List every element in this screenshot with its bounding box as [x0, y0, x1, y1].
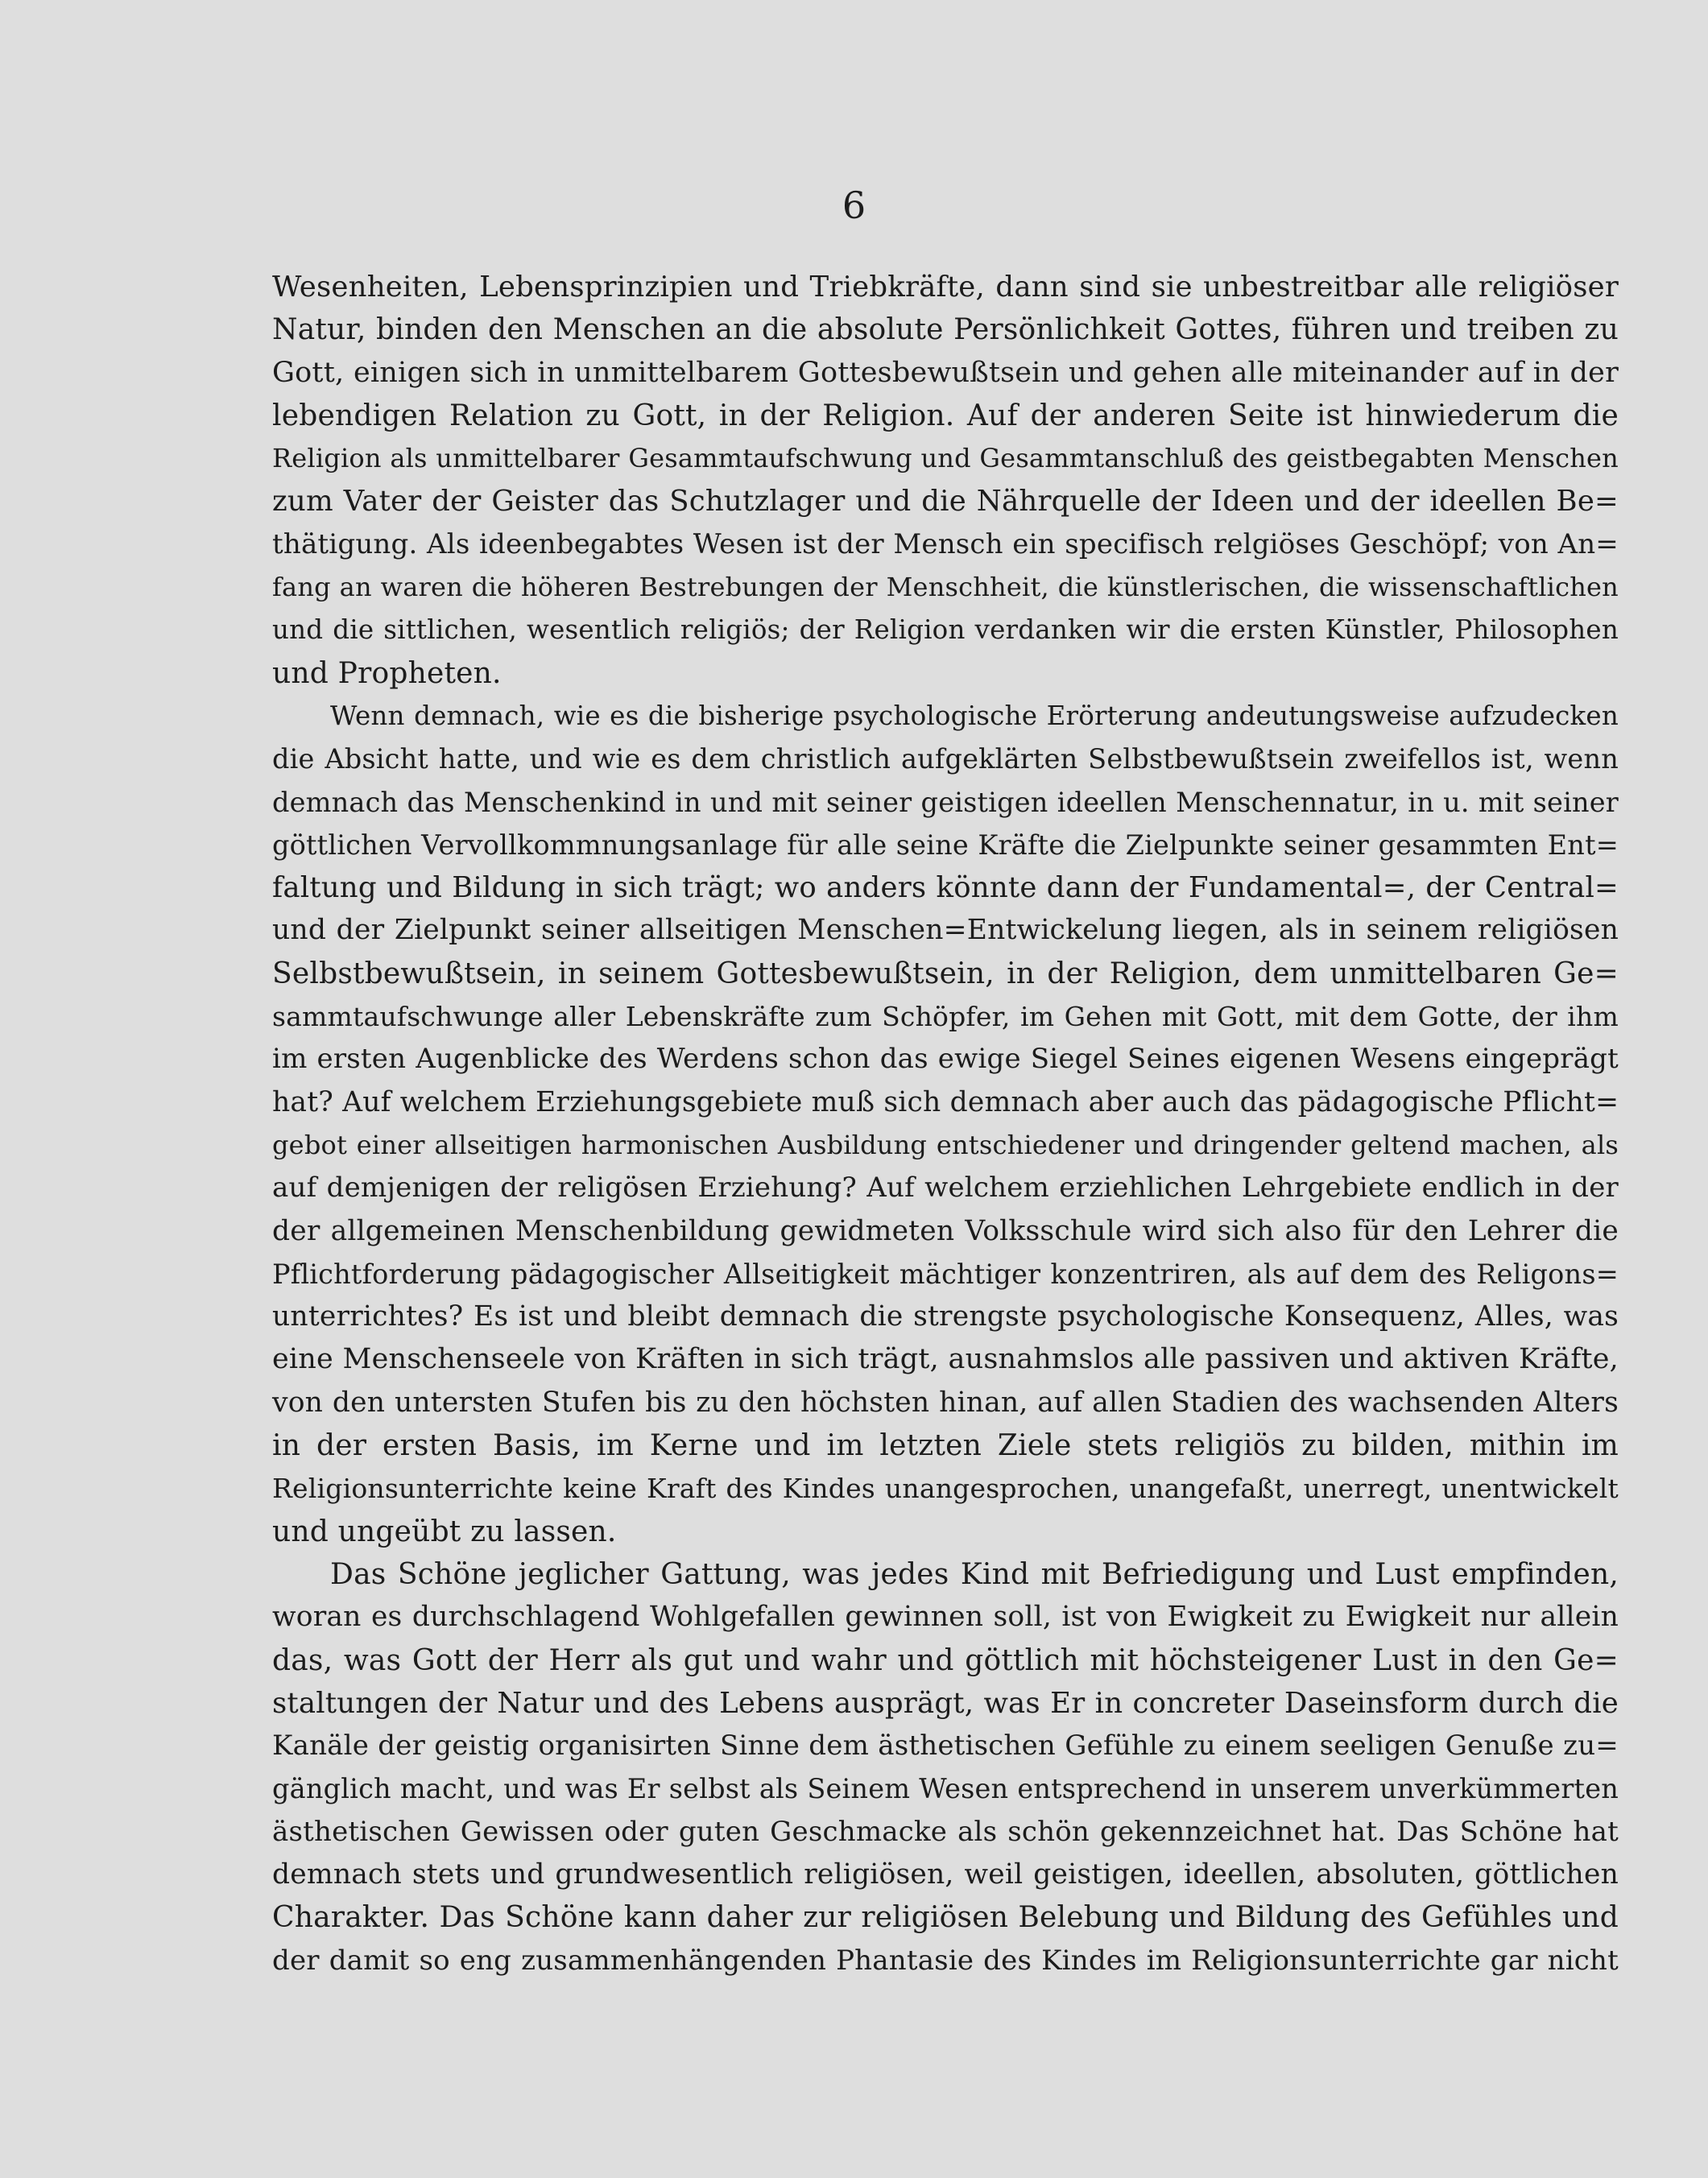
paragraph-3	[272, 1553, 1619, 1982]
paragraph-2	[272, 695, 1619, 1553]
text-line: fang an waren die höheren Bestrebungen der Menschheit, die künstlerischen, die wissenschaftlichen	[272, 572, 1619, 603]
text-line: auf demjenigen der religösen Erziehung? Auf welchem erziehlichen Lehrgebiete endlich in der	[272, 1172, 1619, 1205]
text-line: woran es durchschlagend Wohlgefallen gewinnen soll, ist von Ewigkeit zu Ewigkeit nur allein	[272, 1601, 1619, 1634]
text-line: demnach das Menschenkind in und mit seiner geistigen ideellen Menschennatur, in u. mit seiner	[272, 786, 1619, 818]
text-line: der damit so eng zusammenhängenden Phantasie des Kindes im Religionsunterrichte gar nicht	[272, 1944, 1619, 1977]
text-line: die Absicht hatte, und wie es dem christlich aufgeklärten Selbstbewußtsein zweifellos ist, wenn	[272, 743, 1619, 775]
text-line: und ungeübt zu lassen.	[272, 1515, 617, 1548]
text-line: Kanäle der geistig organisirten Sinne dem ästhetischen Gefühle zu einem seeligen Genuße zu=	[272, 1730, 1619, 1763]
text-line: und der Zielpunkt seiner allseitigen Menschen=Entwickelung liegen, als in seinem religiösen	[272, 914, 1619, 947]
text-line: Natur, binden den Menschen an die absolute Persönlichkeit Gottes, führen und treiben zu	[272, 313, 1619, 347]
text-line: sammtaufschwunge aller Lebenskräfte zum Schöpfer, im Gehen mit Gott, mit dem Gotte, der ihm	[272, 1001, 1619, 1033]
text-line: Religion als unmittelbarer Gesammtaufschwung und Gesammtanschluß des geistbegabten Menschen	[272, 443, 1619, 474]
text-line: ästhetischen Gewissen oder guten Geschmacke als schön gekennzeichnet hat. Das Schöne hat	[272, 1815, 1619, 1848]
text-line: das, was Gott der Herr als gut und wahr und göttlich mit höchsteigener Lust in den Ge=	[272, 1643, 1619, 1677]
text-line: staltungen der Natur und des Lebens ausprägt, was Er in concreter Daseinsform durch die	[272, 1686, 1619, 1720]
body-text	[272, 266, 1619, 1982]
page-number: 6	[842, 184, 866, 227]
text-line: thätigung. Als ideenbegabtes Wesen ist der Mensch ein specifisch relgiöses Geschöpf; von An=	[272, 527, 1619, 560]
text-line: Wenn demnach, wie es die bisherige psychologische Erörterung andeutungsweise aufzudecken	[330, 700, 1619, 731]
text-line: und die sittlichen, wesentlich religiös; der Religion verdanken wir die ersten Künstler, Philosophen	[272, 614, 1619, 646]
text-line: hat? Auf welchem Erziehungsgebiete muß sich demnach aber auch das pädagogische Pflicht=	[272, 1085, 1619, 1118]
text-line: faltung und Bildung in sich trägt; wo anders könnte dann der Fundamental=, der Central=	[272, 871, 1619, 905]
text-line: in der ersten Basis, im Kerne und im letzten Ziele stets religiös zu bilden, mithin im	[272, 1429, 1619, 1463]
text-line: göttlichen Vervollkommnungsanlage für alle seine Kräfte die Zielpunkte seiner gesammten Ent=	[272, 829, 1619, 861]
text-line: unterrichtes? Es ist und bleibt demnach die strengste psychologische Konsequenz, Alles, was	[272, 1300, 1619, 1333]
text-line: Wesenheiten, Lebensprinzipien und Triebkräfte, dann sind sie unbestreitbar alle religiöser	[272, 271, 1619, 304]
text-line: von den untersten Stufen bis zu den höchsten hinan, auf allen Stadien des wachsenden Alters	[272, 1386, 1619, 1419]
text-line: Das Schöne jeglicher Gattung, was jedes Kind mit Befriedigung und Lust empfinden,	[330, 1557, 1619, 1591]
text-line: zum Vater der Geister das Schutzlager und die Nährquelle der Ideen und der ideellen Be=	[272, 485, 1619, 519]
text-line: im ersten Augenblicke des Werdens schon das ewige Siegel Seines eigenen Wesens eingeprägt	[272, 1043, 1619, 1076]
text-line: lebendigen Relation zu Gott, in der Religion. Auf der anderen Seite ist hinwiederum die	[272, 399, 1619, 432]
text-line: Pflichtforderung pädagogischer Allseitigkeit mächtiger konzentriren, als auf dem des Religons=	[272, 1258, 1619, 1290]
text-line: gebot einer allseitigen harmonischen Ausbildung entschiedener und dringender geltend machen, als	[272, 1129, 1619, 1160]
text-line: Gott, einigen sich in unmittelbarem Gottesbewußtsein und gehen alle miteinander auf in der	[272, 356, 1619, 389]
paragraph-1	[272, 266, 1619, 695]
text-line: der allgemeinen Menschenbildung gewidmeten Volksschule wird sich also für den Lehrer die	[272, 1214, 1619, 1247]
text-line: demnach stets und grundwesentlich religiösen, weil geistigen, ideellen, absoluten, göttlichen	[272, 1858, 1619, 1891]
text-line: und Propheten.	[272, 656, 502, 690]
text-line: Charakter. Das Schöne kann daher zur religiösen Belebung und Bildung des Gefühles und	[272, 1901, 1619, 1935]
text-line: Religionsunterrichte keine Kraft des Kindes unangesprochen, unangefaßt, unerregt, unentwickelt	[272, 1473, 1619, 1505]
text-line: eine Menschenseele von Kräften in sich trägt, ausnahmslos alle passiven und aktiven Kräfte,	[272, 1343, 1619, 1376]
text-line: gänglich macht, und was Er selbst als Seinem Wesen entsprechend in unserem unverkümmerten	[272, 1773, 1619, 1805]
text-line: Selbstbewußtsein, in seinem Gottesbewußtsein, in der Religion, dem unmittelbaren Ge=	[272, 957, 1619, 990]
